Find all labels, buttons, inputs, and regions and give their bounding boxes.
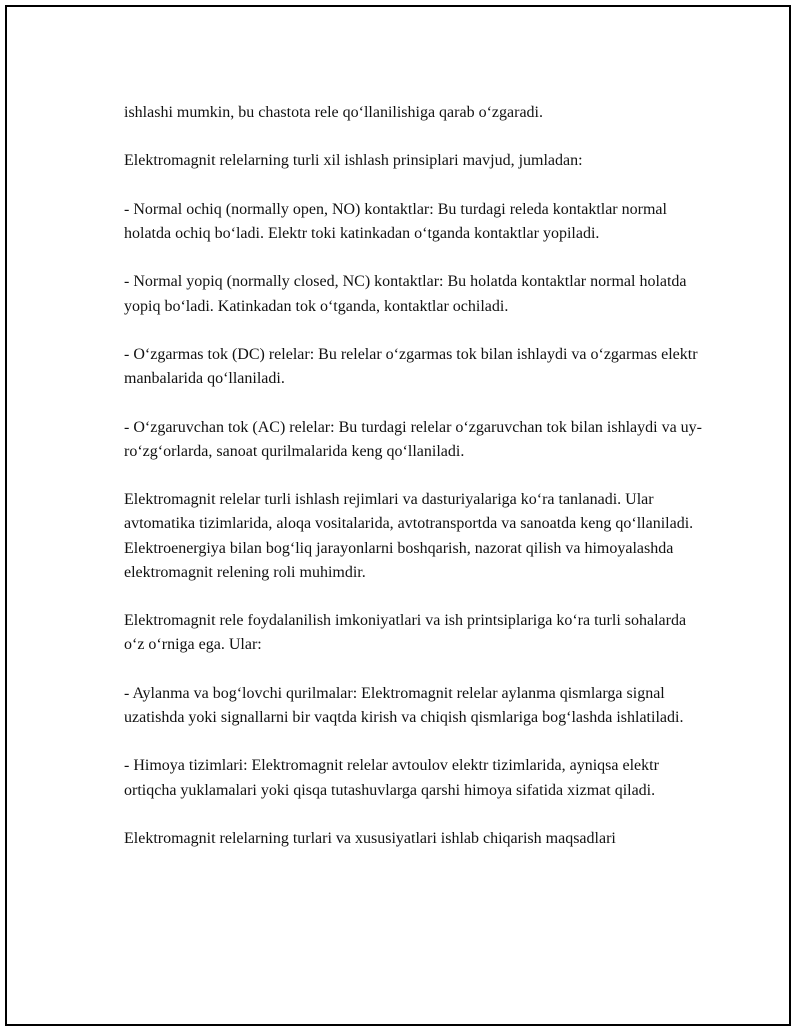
paragraph: Elektromagnit relelarning turlari va xususiyatlari ishlab chiqarish maqsadlari xyxy=(124,829,616,847)
list-item: - Aylanma va bog‘lovchi qurilmalar: Elektromagnit relelar aylanma qismlarga signal uzatishda yoki signallarni bir vaqtda kirish va chiqish qismlariga bog‘lashda ishlatiladi. xyxy=(124,684,684,726)
paragraph: Elektromagnit rele foydalanilish imkoniyatlari va ish printsiplariga ko‘ra turli sohalarda o‘z o‘rniga ega. Ular: xyxy=(124,612,687,654)
page-frame xyxy=(5,5,791,1026)
list-item: - O‘zgarmas tok (DC) relelar: Bu relelar o‘zgarmas tok bilan ishlaydi va o‘zgarmas elektr manbalarida qo‘llaniladi. xyxy=(124,345,698,388)
document-body xyxy=(124,101,704,875)
list-item: - Normal ochiq (normally open, NO) kontaktlar: Bu turdagi releda kontaktlar normal holatda ochiq bo‘ladi. Elektr toki katinkadan o‘tganda kontaktlar yopiladi. xyxy=(124,200,667,242)
list-item: - O‘zgaruvchan tok (AC) relelar: Bu turdagi relelar o‘zgaruvchan tok bilan ishlaydi va uy-ro‘zg‘orlarda, sanoat qurilmalarida keng qo‘llaniladi. xyxy=(124,418,703,460)
paragraph: Elektromagnit relelar turli ishlash rejimlari va dasturiyalariga ko‘ra tanlanadi. Ular avtomatika tizimlarida, aloqa vositalarida, avtotransportda va sanoatda keng qo‘llaniladi. Elektroenergiya bilan bog‘liq jarayonlarni boshqarish, nazorat qilish va himoyalashda elektromagnit relening roli muhimdir. xyxy=(124,491,694,581)
paragraph: ishlashi mumkin, bu chastota rele qo‘llanilishiga qarab o‘zgaradi. xyxy=(124,104,543,121)
paragraph: Elektromagnit relelarning turli xil ishlash prinsiplari mavjud, jumladan: xyxy=(124,152,583,170)
list-item: - Normal yopiq (normally closed, NC) kontaktlar: Bu holatda kontaktlar normal holatda yopiq bo‘ladi. Katinkadan tok o‘tganda, kontaktlar ochiladi. xyxy=(124,273,687,315)
list-item: - Himoya tizimlari: Elektromagnit relelar avtoulov elektr tizimlarida, ayniqsa elektr ortiqcha yuklamalari yoki qisqa tutashuvlarga qarshi himoya sifatida xizmat qiladi. xyxy=(124,757,659,799)
